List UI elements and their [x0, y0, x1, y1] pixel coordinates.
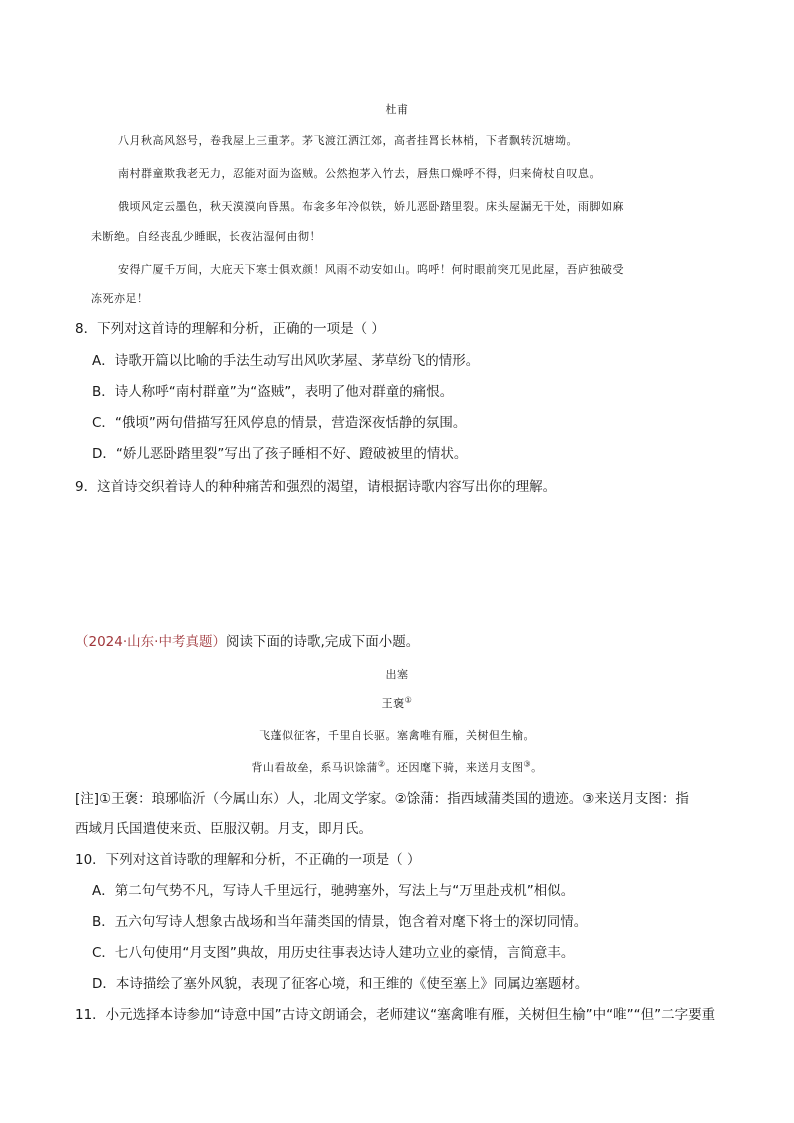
- question-10-option-b: B．五六句写诗人想象古战场和当年蒲类国的情景，饱含着对麾下将士的深切同情。: [92, 914, 588, 930]
- question-10-option-a: A．第二句气势不凡，写诗人千里远行，驰骋塞外，写法上与“万里赴戎机”相似。: [92, 883, 575, 899]
- question-11-stem: 11．小元选择本诗参加“诗意中国”古诗文朗诵会，老师建议“塞禽唯有雁，关树但生榆”中“唯”“但”二字要重: [75, 1007, 716, 1023]
- notes-line-1: [注]①王褒：琅琊临沂（今属山东）人，北周文学家。②馀蒲：指西域蒲类国的遗迹。③来送月支图：指: [75, 791, 689, 807]
- poem2-line-2b: 。还因麾下骑，来送月支图: [385, 761, 524, 774]
- question-10-stem: 10．下列对这首诗歌的理解和分析，不正确的一项是（ ）: [75, 852, 421, 868]
- question-8-stem: 8．下列对这首诗的理解和分析，正确的一项是（ ）: [75, 321, 385, 337]
- poem2-line-2c: 。: [531, 761, 543, 774]
- poem2-line-2a: 背山看故垒，系马识馀蒲: [251, 761, 378, 774]
- poem2-line-2: [0, 759, 794, 777]
- notes-line-2: 西域月氏国遣使来贡、臣服汉朝。月支，即月氏。: [75, 821, 372, 837]
- poem2-author-name: 王褒: [381, 697, 405, 710]
- poem1-line: 安得广厦千万间，大庇天下寒士俱欢颜！风雨不动安如山。呜呼！何时眼前突兀见此屋，吾庐独破受: [118, 263, 624, 276]
- poem2-author: [0, 695, 794, 713]
- note-marker: ①: [404, 695, 413, 705]
- poem1-line: 俄顷风定云墨色，秋天漠漠向昏黑。布衾多年冷似铁，娇儿恶卧踏里裂。床头屋漏无干处，雨脚如麻: [118, 200, 624, 213]
- poem1-author: 杜甫: [385, 103, 409, 116]
- question-10-option-c: C．七八句使用“月支图”典故，用历史往事表达诗人建功立业的豪情，言简意丰。: [92, 945, 575, 961]
- question-9-stem: 9．这首诗交织着诗人的种种痛苦和强烈的渴望，请根据诗歌内容写出你的理解。: [75, 479, 557, 495]
- note-marker: ②: [377, 759, 386, 769]
- section-2-header: [75, 633, 419, 651]
- poem1-line: 八月秋高风怒号，卷我屋上三重茅。茅飞渡江洒江郊，高者挂罥长林梢，下者飘转沉塘坳。: [118, 134, 578, 147]
- exam-source: （2024·山东·中考真题）: [75, 634, 226, 650]
- question-8-option-d: D．“娇儿恶卧踏里裂”写出了孩子睡相不好、蹬破被里的情状。: [92, 446, 468, 462]
- question-10-option-d: D．本诗描绘了塞外风貌，表现了征客心境，和王维的《使至塞上》同属边塞题材。: [92, 976, 589, 992]
- question-8-option-b: B．诗人称呼“南村群童”为“盗贼”，表明了他对群童的痛恨。: [92, 384, 454, 400]
- poem1-line: 未断绝。自经丧乱少睡眠，长夜沾湿何由彻！: [91, 230, 321, 243]
- poem2-line-1: 飞蓬似征客，千里自长驱。塞禽唯有雁，关树但生榆。: [259, 729, 535, 742]
- poem1-line: 南村群童欺我老无力，忍能对面为盗贼。公然抱茅入竹去，唇焦口燥呼不得，归来倚杖自叹息。: [118, 167, 601, 180]
- poem1-line: 冻死亦足！: [91, 292, 149, 305]
- question-8-option-a: A．诗歌开篇以比喻的手法生动写出风吹茅屋、茅草纷飞的情形。: [92, 353, 480, 369]
- note-marker: ③: [523, 759, 532, 769]
- poem2-title: 出塞: [385, 668, 409, 681]
- question-8-option-c: C．“俄顷”两句借描写狂风停息的情景，营造深夜恬静的氛围。: [92, 415, 467, 431]
- section-2-intro: 阅读下面的诗歌,完成下面小题。: [225, 634, 420, 650]
